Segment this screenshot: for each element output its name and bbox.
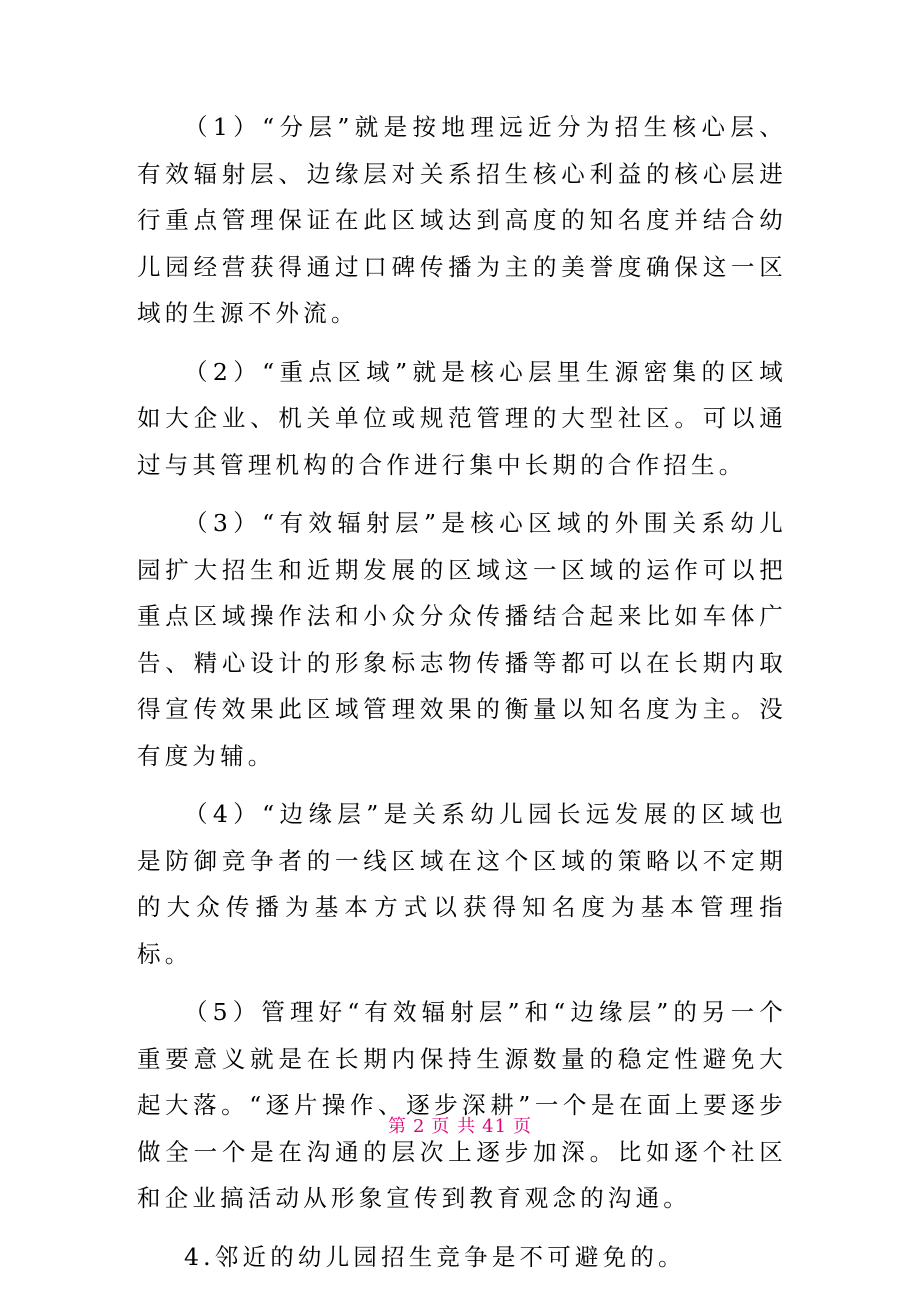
paragraph-6: 4.邻近的幼儿园招生竞争是不可避免的。 — [184, 1242, 686, 1271]
footer-suffix: 页 — [513, 1116, 533, 1137]
page-footer — [0, 1112, 920, 1138]
footer-prefix: 第 — [387, 1116, 407, 1137]
paragraph-3: （3）“有效辐射层”是核心区域的外围关系幼儿园扩大招生和近期发展的区域这一区域的运作可以把重点区域操作法和小众分众传播结合起来比如车体广告、精心设计的形象标志物传播等都可以在长期内取得宣传效果此区域管理效果的衡量以知名度为主。没有度为辅。 — [137, 509, 787, 770]
paragraph-5: （5）管理好“有效辐射层”和“边缘层”的另一个重要意义就是在长期内保持生源数量的稳定性避免大起大落。“逐片操作、逐步深耕”一个是在面上要逐步做全一个是在沟通的层次上逐步加深。比如逐个社区和企业搞活动从形象宣传到教育观念的沟通。 — [137, 998, 787, 1212]
paragraph-1: （1）“分层”就是按地理远近分为招生核心层、有效辐射层、边缘层对关系招生核心利益的核心层进行重点管理保证在此区域达到高度的知名度并结合幼儿园经营获得通过口碑传播为主的美誉度确保这一区域的生源不外流。 — [137, 113, 787, 327]
footer-middle: 页 共 — [431, 1116, 477, 1137]
paragraph-2: （2）“重点区域”就是核心层里生源密集的区域如大企业、机关单位或规范管理的大型社区。可以通过与其管理机构的合作进行集中长期的合作招生。 — [137, 357, 787, 479]
paragraph-4: （4）“边缘层”是关系幼儿园长远发展的区域也是防御竞争者的一线区域在这个区域的策略以不定期的大众传播为基本方式以获得知名度为基本管理指标。 — [137, 800, 787, 968]
footer-page-number: 2 — [412, 1116, 426, 1137]
footer-total-pages: 41 — [482, 1116, 508, 1137]
